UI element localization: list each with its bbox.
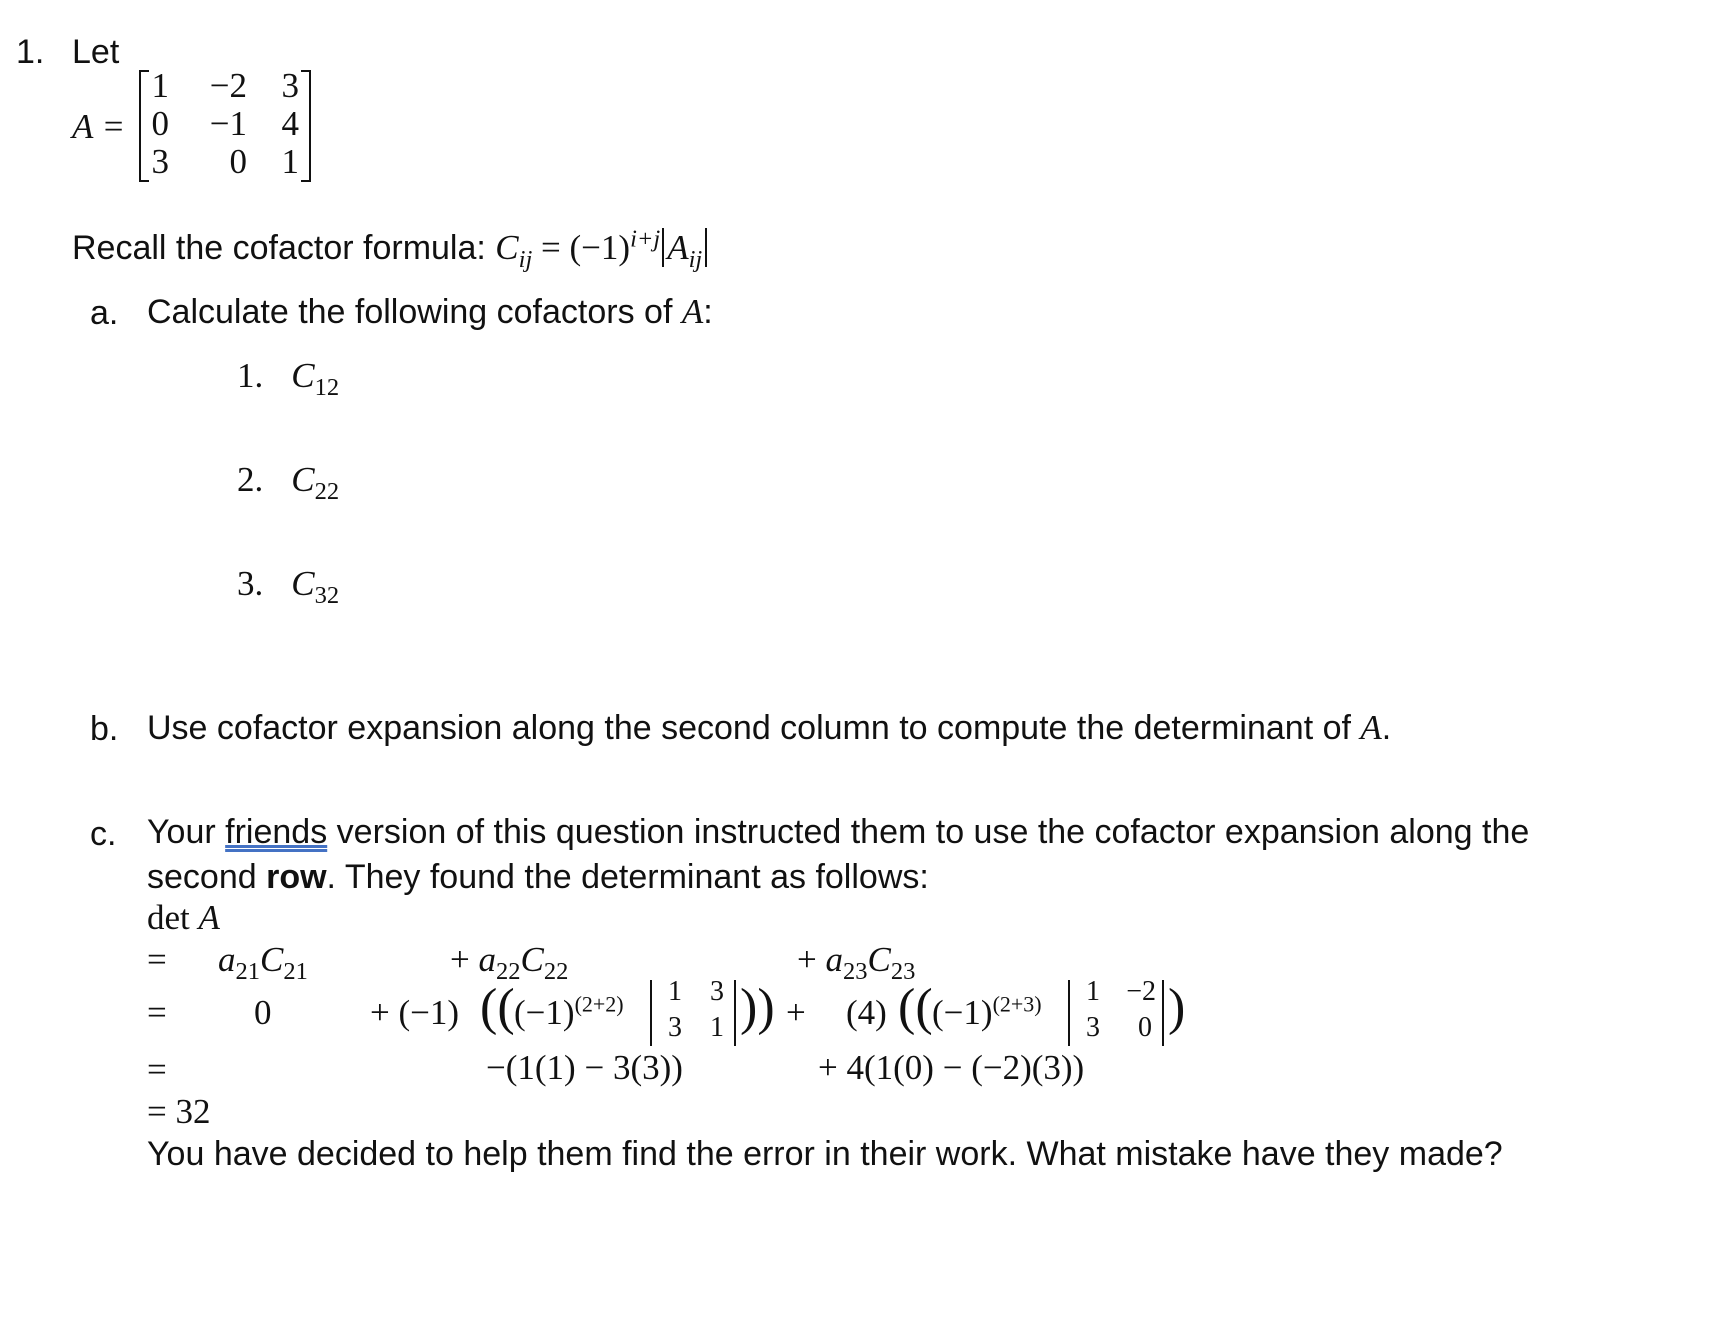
det-a: det A bbox=[147, 898, 220, 937]
spelling-flag-word[interactable]: friends bbox=[225, 813, 328, 851]
paren-open-2: (( bbox=[898, 979, 933, 1036]
part-b-label: b. bbox=[90, 710, 119, 748]
part-c-label: c. bbox=[90, 815, 117, 853]
expanded-term-2: + 4(1(0) − (−2)(3)) bbox=[818, 1048, 1085, 1087]
let-text: Let bbox=[72, 33, 120, 71]
plus-sign: + bbox=[786, 993, 806, 1032]
term-a22c22: + $a_{22}C_{22}$ bbox=[450, 940, 569, 985]
term-a23c23: + $a_{23}C_{23}$ bbox=[797, 940, 916, 985]
paren-close-1: )) bbox=[740, 979, 775, 1036]
part-a-text: Calculate the following cofactors of A: bbox=[147, 292, 713, 331]
neg-one-coef: + (−1) bbox=[370, 993, 460, 1032]
part-b-text: Use cofactor expansion along the second column to compute the determinant of A. bbox=[147, 708, 1392, 747]
eq-sign-2: = bbox=[147, 993, 167, 1032]
matrix-a bbox=[139, 66, 311, 182]
zero-term: 0 bbox=[254, 993, 272, 1032]
question-text: You have decided to help them find the error in their work. What mistake have they made? bbox=[147, 1135, 1503, 1173]
neg-one-power-2: $(-1)^{(2+3)}$ bbox=[932, 991, 1042, 1032]
part-c-line1: Your friends version of this question instructed them to use the cofactor expansion along the bbox=[147, 813, 1530, 851]
matrix-cell: 0 bbox=[151, 104, 169, 143]
matrix-cell: 0 bbox=[229, 142, 247, 181]
question-number: 1. bbox=[16, 33, 45, 71]
eq-sign-3: = bbox=[147, 1050, 167, 1089]
eq-sign-1: = bbox=[147, 940, 167, 979]
matrix-cell: 3 bbox=[281, 66, 299, 105]
paren-open-1: (( bbox=[480, 979, 515, 1036]
four-coef: (4) bbox=[846, 993, 887, 1032]
matrix-cell: −1 bbox=[209, 104, 247, 143]
cofactor-item-2: 2. $C_{22}$ bbox=[237, 460, 340, 505]
result: = 32 bbox=[147, 1092, 211, 1131]
matrix-label: A = bbox=[72, 107, 126, 146]
recall-text: Recall the cofactor formula: bbox=[72, 229, 496, 267]
part-c-line2: second row. They found the determinant as follows: bbox=[147, 858, 929, 896]
matrix-cell: 1 bbox=[281, 142, 299, 181]
expanded-term-1: −(1(1) − 3(3)) bbox=[486, 1048, 683, 1087]
term-a21c21: $a_{21}C_{21}$ bbox=[218, 940, 308, 985]
part-a-label: a. bbox=[90, 294, 119, 332]
minor-det-1: 1 3 3 1 bbox=[648, 980, 738, 1046]
minor-det-2: 1 −2 3 0 bbox=[1066, 980, 1166, 1046]
neg-one-power-1: $(-1)^{(2+2)}$ bbox=[514, 991, 624, 1032]
recall-formula: Recall the cofactor formula: $C_{ij} = (-1)^{i+j}$ $A_{ij}$ bbox=[72, 228, 707, 268]
matrix-cell: 1 bbox=[151, 66, 169, 105]
matrix-cell: 3 bbox=[151, 142, 169, 181]
cofactor-item-1: 1. $C_{12}$ bbox=[237, 356, 340, 401]
matrix-cell: 4 bbox=[281, 104, 299, 143]
matrix-cell: −2 bbox=[209, 66, 247, 105]
cofactor-item-3: 3. $C_{32}$ bbox=[237, 564, 340, 609]
paren-close-2: ) bbox=[1168, 979, 1186, 1036]
